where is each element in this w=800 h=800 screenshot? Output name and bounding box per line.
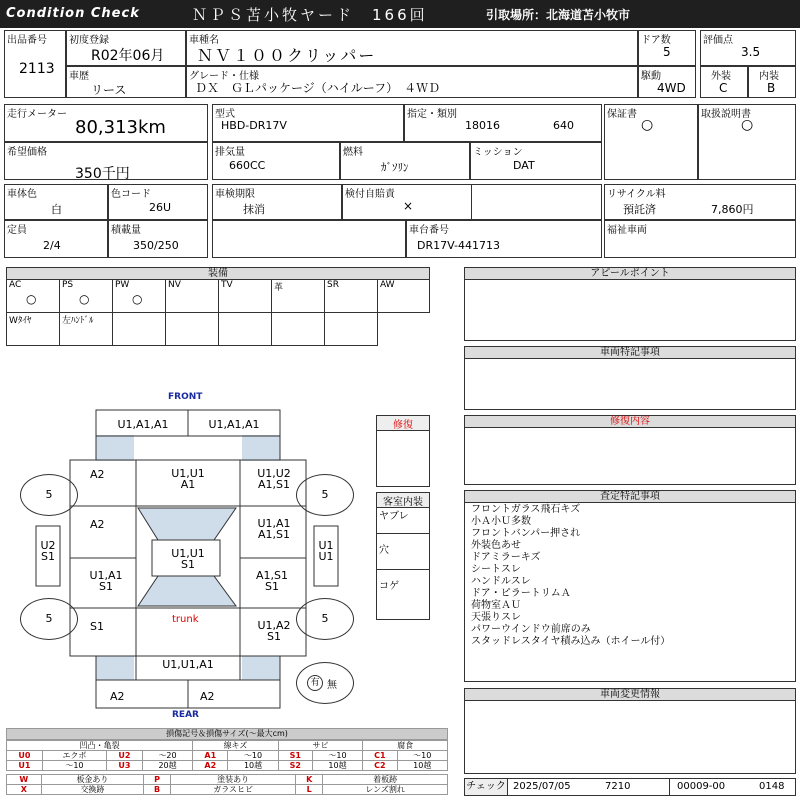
equipment-grid: [6, 279, 430, 347]
legend-code: B: [144, 785, 171, 795]
note-item: シートスレ: [471, 564, 521, 575]
damage-fender-lf: A2: [90, 468, 105, 481]
welfare-cell: [604, 220, 796, 258]
note-item: ドア・ピラートリムＡ: [471, 588, 571, 599]
note-item: 外装色あせ: [471, 540, 521, 551]
equip-ac-label: AC: [9, 280, 22, 290]
legend-desc: 交換跡: [41, 785, 144, 795]
note-item: スタッドレスタイヤ積み込み（ホイール付）: [471, 636, 671, 647]
damage-rear-gate: U1,U1,A1: [162, 658, 214, 671]
equip-pw-label: PW: [115, 280, 130, 290]
legend-desc: 板金あり: [41, 775, 144, 785]
change-info-title: 車両変更情報: [464, 688, 796, 701]
equip-w-tire-label: Wﾀｲﾔ: [9, 316, 32, 326]
legend-desc: 20越: [142, 761, 192, 771]
blank-cell: [212, 220, 406, 258]
footer-bar: [464, 778, 796, 796]
equip-pw: [112, 279, 166, 313]
recycle-label: リサイクル料: [607, 189, 666, 200]
doors-cell: [638, 30, 696, 66]
desired-price-cell: [4, 142, 208, 180]
damage-legend: [6, 728, 448, 795]
chassis-cell: [406, 220, 602, 258]
car-name-cell: [186, 30, 638, 66]
interior-row-tear: ヤブレ: [379, 511, 409, 522]
auto-insurance-label: 検付自賠責: [345, 189, 395, 200]
repair-detail-box: [464, 427, 796, 485]
damage-door-rr: A1,S1 S1: [255, 569, 288, 593]
body-color: 白: [51, 203, 62, 216]
repair-box: [376, 415, 430, 487]
desired-price: 350千円: [75, 166, 130, 182]
warranty-mark: ○: [641, 117, 654, 133]
load-capacity: 350/250: [133, 239, 179, 252]
ref-code: 00009-00: [677, 781, 726, 792]
auto-insurance-cell: [342, 184, 602, 220]
grade: ＤＸ ＧＬパッケージ（ハイルーフ） ４ＷＤ: [195, 81, 441, 95]
equipment-title: 装備: [6, 267, 430, 280]
damage-front-left: U1,A1,A1: [117, 418, 169, 431]
fuel-cell: [340, 142, 470, 180]
legend-code: A1: [193, 751, 228, 761]
equip-ps-mark: ○: [79, 292, 90, 306]
repair-box-title: 修復: [377, 416, 429, 431]
legend-code: S2: [278, 761, 312, 771]
equip-tv-label: TV: [221, 280, 233, 290]
grade-cell: [186, 66, 638, 98]
header-bar: [0, 0, 800, 28]
legend-desc: 10越: [312, 761, 362, 771]
model-code: HBD-DR17V: [221, 119, 287, 132]
drive: 4WD: [657, 81, 686, 95]
recycle-cell: [604, 184, 796, 220]
sheet-title: Condition Check: [6, 6, 140, 21]
model-label: 型式: [215, 109, 235, 120]
lot-number-cell: [4, 30, 66, 98]
designation-label: 指定・類別: [407, 109, 457, 120]
chassis-label: 車台番号: [409, 225, 449, 236]
legend-title: 損傷記号＆損傷サイズ(〜最大cm): [6, 728, 448, 740]
legend-desc: 〜10: [228, 751, 278, 761]
pickup-location: 引取場所：北海道苫小牧市: [486, 8, 631, 22]
transmission-label: ミッション: [473, 147, 523, 158]
legend-desc: 着板跡: [323, 775, 448, 785]
damage-hood: U1,U1 A1: [171, 467, 205, 491]
equip-empty-4: [271, 312, 325, 346]
legend-desc: 10越: [397, 761, 447, 771]
body-color-cell: [4, 184, 108, 220]
damage-bumper-rr: A2: [200, 690, 215, 703]
fuel-label: 燃料: [343, 147, 363, 158]
legend-desc: 塗装あり: [170, 775, 295, 785]
note-item: ハンドルスレ: [471, 576, 531, 587]
equip-ac: [6, 279, 60, 313]
interior-label: 内装: [759, 71, 779, 82]
equip-ps-label: PS: [62, 280, 74, 290]
equip-aw-label: AW: [380, 280, 395, 290]
lot-number: 2113: [19, 61, 55, 77]
warranty-label: 保証書: [607, 109, 637, 120]
rear-label: REAR: [172, 710, 199, 720]
note-item: パワーウインドウ前席のみ: [471, 624, 591, 635]
exterior-cell: [700, 66, 748, 98]
damage-door-lf: A2: [90, 518, 105, 531]
damage-roof: U1,U1 S1: [171, 547, 205, 571]
damage-door-rf: U1,A1 A1,S1: [257, 517, 291, 541]
legend-code: C2: [363, 761, 397, 771]
inspection-notes-title: 査定特記事項: [464, 490, 796, 503]
check-label: チェック: [465, 779, 508, 795]
legend-group: 線キズ: [193, 741, 279, 751]
inspection-expiry-label: 車検期限: [215, 189, 255, 200]
special-notes-box: [464, 358, 796, 410]
interior-grade: B: [767, 81, 776, 95]
legend-desc: 〜10: [312, 751, 362, 761]
equip-leather-label: 革: [274, 283, 284, 293]
history-label: 車歴: [69, 71, 89, 82]
mileage-cell: [4, 104, 208, 142]
first-registration-cell: [66, 30, 186, 66]
spare-none: 無: [327, 680, 337, 691]
recycle-amount: 7,860円: [711, 203, 754, 216]
damage-quarter-right: U1,A2 S1: [257, 619, 291, 643]
interior-state-box: [376, 492, 430, 620]
equip-nv: [165, 279, 219, 313]
legend-code: U1: [7, 761, 43, 771]
equip-nv-label: NV: [168, 280, 181, 290]
exterior-grade: C: [719, 81, 728, 95]
front-label: FRONT: [168, 392, 203, 402]
equip-empty-2: [165, 312, 219, 346]
model-cell: [212, 104, 404, 142]
first-registration-label: 初度登録: [69, 35, 109, 46]
manual-mark: ○: [741, 117, 754, 133]
doors: 5: [663, 45, 671, 59]
transmission: DAT: [513, 159, 535, 172]
score-cell: [700, 30, 796, 66]
special-notes-title: 車両特記事項: [464, 346, 796, 359]
damage-pillar-left: U2 S1: [40, 539, 56, 563]
drive-label: 駆動: [641, 71, 661, 82]
welfare-label: 福祉車両: [607, 225, 647, 236]
trunk-label: trunk: [172, 614, 199, 625]
inspection-expiry: 抹消: [243, 203, 265, 216]
legend-group: サビ: [278, 741, 362, 751]
equip-empty-3: [218, 312, 272, 346]
legend-code: U0: [7, 751, 43, 761]
legend-code: W: [7, 775, 42, 785]
damage-quarter-left: S1: [90, 620, 104, 633]
legend-desc: 〜20: [142, 751, 192, 761]
legend-desc: エクボ: [42, 751, 106, 761]
lot-number-label: 出品番号: [7, 35, 47, 46]
interior-row-burn: コゲ: [379, 581, 399, 592]
interior-row-hole: 穴: [379, 545, 389, 556]
legend-code: K: [296, 775, 323, 785]
equip-leather: [271, 279, 325, 313]
equip-ac-mark: ○: [26, 292, 37, 306]
doors-label: ドア数: [641, 35, 671, 46]
grade-label: グレード・仕様: [189, 71, 259, 82]
check-code: 7210: [605, 781, 631, 792]
color-code-label: 色コード: [111, 189, 151, 200]
equip-ps: [59, 279, 113, 313]
history-cell: [66, 66, 186, 98]
appeal-box: [464, 279, 796, 341]
note-item: フロントガラス飛石キズ: [471, 504, 581, 515]
class-number: 640: [553, 119, 574, 132]
legend-desc: 〜10: [42, 761, 106, 771]
history: リース: [91, 83, 127, 97]
color-code: 26U: [149, 201, 172, 214]
equip-left-handle: [59, 312, 113, 346]
score: 3.5: [741, 45, 761, 59]
legend-code: P: [144, 775, 171, 785]
interior-state-title: 客室内装: [377, 493, 429, 508]
check-date: 2025/07/05: [513, 781, 571, 792]
damage-fender-rf: U1,U2 A1,S1: [257, 467, 291, 491]
body-color-label: 車体色: [7, 189, 37, 200]
note-item: 小Ａ小Ｕ多数: [471, 516, 531, 527]
load-label: 積載量: [111, 225, 141, 236]
displacement-cell: [212, 142, 340, 180]
transmission-cell: [470, 142, 602, 180]
legend-group: 凹凸・亀裂: [7, 741, 193, 751]
appeal-title: アピールポイント: [464, 267, 796, 280]
displacement-label: 排気量: [215, 147, 245, 158]
legend-code: U2: [107, 751, 143, 761]
equip-sr: [324, 279, 378, 313]
damage-pillar-right: U1 U1: [318, 539, 334, 563]
legend-desc: レンズ割れ: [323, 785, 448, 795]
tire-rear-right: 5: [296, 598, 354, 640]
equip-aw: [377, 279, 430, 313]
score-label: 評価点: [703, 35, 733, 46]
manual-label: 取扱説明書: [701, 109, 751, 120]
spare-tire: [296, 662, 354, 704]
interior-cell: [748, 66, 796, 98]
legend-code: S1: [278, 751, 312, 761]
legend-desc: ガラスヒビ: [170, 785, 295, 795]
equip-w-tire: [6, 312, 60, 346]
note-item: ドアミラーキズ: [471, 552, 541, 563]
inspection-notes-box: [464, 502, 796, 682]
note-item: フロントバンパー押され: [471, 528, 581, 539]
equip-pw-mark: ○: [132, 292, 143, 306]
equip-sr-label: SR: [327, 280, 339, 290]
repair-detail-title: 修復内容: [464, 415, 796, 428]
tire-rear-left: 5: [20, 598, 78, 640]
car-name: ＮＶ１００クリッパー: [197, 46, 377, 65]
equip-left-handle-label: 左ﾊﾝﾄﾞﾙ: [62, 316, 94, 326]
mileage-label: 走行メーター: [7, 109, 67, 120]
designation-cell: [404, 104, 602, 142]
change-info-box: [464, 700, 796, 774]
damage-bumper-rl: A2: [110, 690, 125, 703]
manual-cell: [698, 104, 796, 180]
load-cell: [108, 220, 208, 258]
equip-empty-5: [324, 312, 378, 346]
mileage: 80,313km: [75, 117, 166, 138]
spare-present: 有: [307, 675, 323, 691]
legend-desc: 〜10: [397, 751, 447, 761]
recycle-status: 預託済: [623, 203, 656, 216]
equip-empty-1: [112, 312, 166, 346]
tire-front-right: 5: [296, 474, 354, 516]
drive-cell: [638, 66, 696, 98]
legend-code: C1: [363, 751, 397, 761]
capacity-cell: [4, 220, 108, 258]
color-code-cell: [108, 184, 208, 220]
legend-group: 腐食: [363, 741, 448, 751]
legend-code: X: [7, 785, 42, 795]
note-item: 天張りスレ: [471, 612, 521, 623]
legend-code: L: [296, 785, 323, 795]
tire-front-left: 5: [20, 474, 78, 516]
capacity-label: 定員: [7, 225, 27, 236]
warranty-cell: [604, 104, 698, 180]
note-item: 荷物室ＡＵ: [471, 600, 521, 611]
equip-tv: [218, 279, 272, 313]
legend-desc: 10越: [228, 761, 278, 771]
first-registration: R02年06月: [91, 48, 165, 64]
auto-insurance: ×: [403, 199, 414, 213]
legend-code: A2: [193, 761, 228, 771]
displacement: 660CC: [229, 159, 266, 172]
desired-price-label: 希望価格: [7, 147, 47, 158]
designation-number: 18016: [465, 119, 500, 132]
legend-code: U3: [107, 761, 143, 771]
exterior-label: 外装: [711, 71, 731, 82]
fuel: ｶﾞｿﾘﾝ: [381, 161, 409, 174]
damage-front-right: U1,A1,A1: [208, 418, 260, 431]
auction-name: ＮＰＳ苫小牧ヤード 166回: [192, 6, 428, 24]
capacity: 2/4: [43, 239, 61, 252]
inspection-expiry-cell: [212, 184, 342, 220]
car-name-label: 車種名: [189, 35, 219, 46]
damage-door-lr: U1,A1 S1: [89, 569, 123, 593]
page-code: 0148: [759, 781, 785, 792]
chassis-number: DR17V-441713: [417, 239, 500, 252]
